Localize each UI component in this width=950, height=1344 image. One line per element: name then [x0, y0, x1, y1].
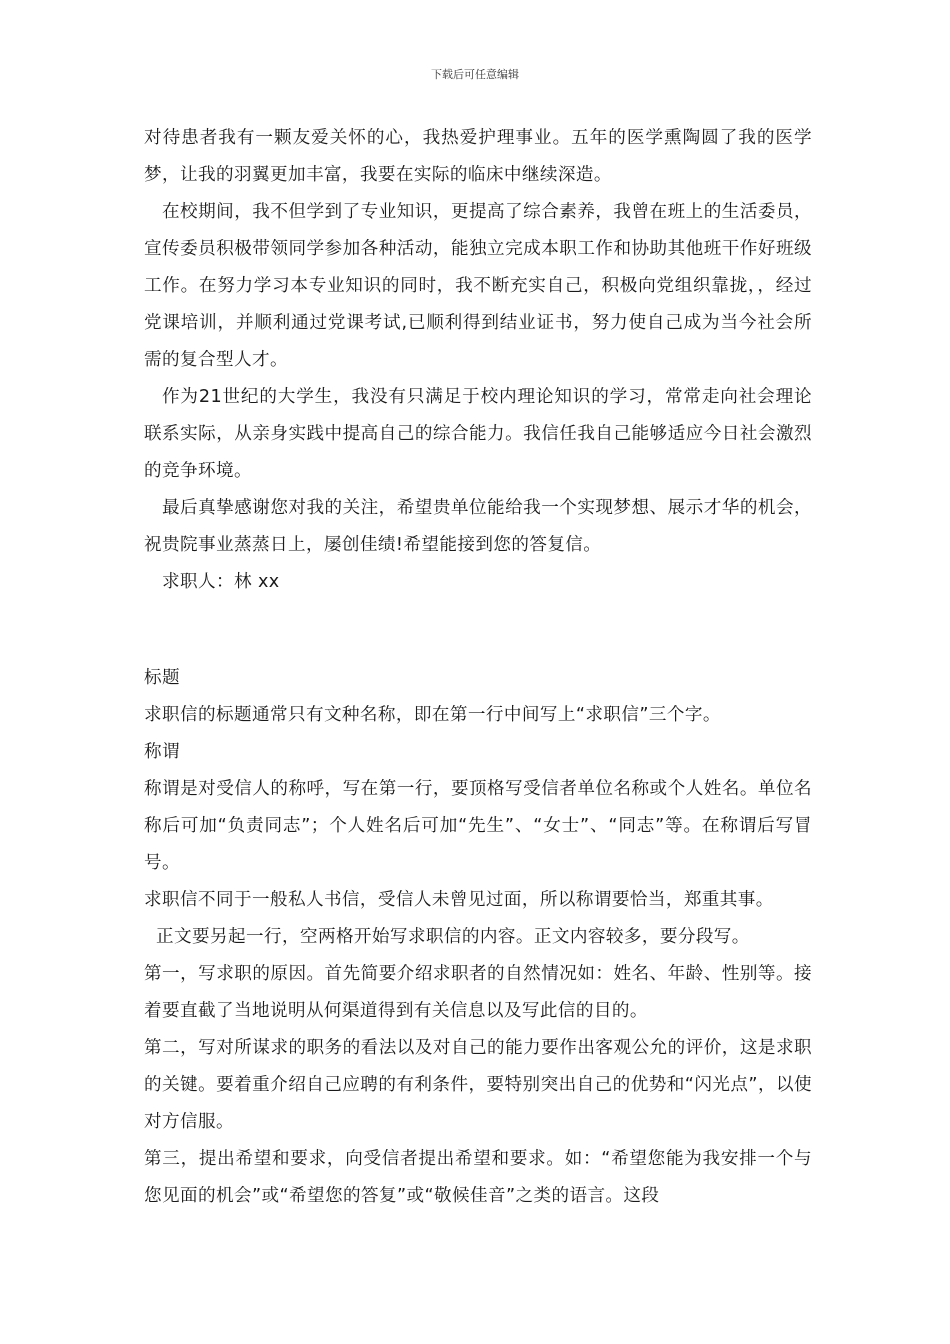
paragraph: 求职信不同于一般私人书信，受信人未曾见过面，所以称谓要恰当，郑重其事。 [144, 890, 774, 910]
letter-body [144, 120, 812, 601]
paragraph: 在校期间，我不但学到了专业知识，更提高了综合素养，我曾在班上的生活委员，宣传委员积极带领同学参加各种活动，能独立完成本职工作和协助其他班干作好班级工作。在努力学习本专业知识的同时，我不断充实自己，积极向党组织靠拢，，经过党课培训，并顺利通过党课考试,已顺利得到结业证书，努力使自己成为当今社会所需的复合型人才。 [144, 202, 812, 370]
paragraph: 称谓是对受信人的称呼，写在第一行，要顶格写受信者单位名称或个人姓名。单位名称后可加“负责同志”；个人姓名后可加“先生”、“女士”、“同志”等。在称谓后写冒号。 [144, 779, 812, 873]
paragraph: 作为21世纪的大学生，我没有只满足于校内理论知识的学习，常常走向社会理论联系实际，从亲身实践中提高自己的综合能力。我信任我自己能够适应今日社会激烈的竞争环境。 [144, 387, 812, 481]
section-heading: 称谓 [144, 742, 180, 762]
paragraph: 第三，提出希望和要求，向受信者提出希望和要求。如：“希望您能为我安排一个与您见面的机会”或“希望您的答复”或“敬候佳音”之类的语言。这段 [144, 1149, 812, 1206]
paragraph: 对待患者我有一颗友爱关怀的心，我热爱护理事业。五年的医学熏陶圆了我的医学梦，让我的羽翼更加丰富，我要在实际的临床中继续深造。 [144, 128, 812, 185]
paragraph: 求职信的标题通常只有文种名称，即在第一行中间写上“求职信”三个字。 [144, 705, 721, 725]
page-header: 下载后可任意编辑 [431, 68, 519, 81]
paragraph: 正文要另起一行，空两格开始写求职信的内容。正文内容较多，要分段写。 [156, 927, 750, 947]
paragraph: 第二，写对所谋求的职务的看法以及对自己的能力要作出客观公允的评价，这是求职的关键。要着重介绍自己应聘的有利条件，要特别突出自己的优势和“闪光点”，以使对方信服。 [144, 1038, 812, 1132]
paragraph: 最后真挚感谢您对我的关注，希望贵单位能给我一个实现梦想、展示才华的机会，祝贵院事业蒸蒸日上，屡创佳绩!希望能接到您的答复信。 [144, 498, 812, 555]
guide-section [144, 660, 812, 1215]
section-heading: 标题 [144, 668, 180, 688]
paragraph: 第一，写求职的原因。首先简要介绍求职者的自然情况如：姓名、年龄、性别等。接着要直截了当地说明从何渠道得到有关信息以及写此信的目的。 [144, 964, 812, 1021]
signature-line: 求职人：林 xx [162, 572, 280, 592]
